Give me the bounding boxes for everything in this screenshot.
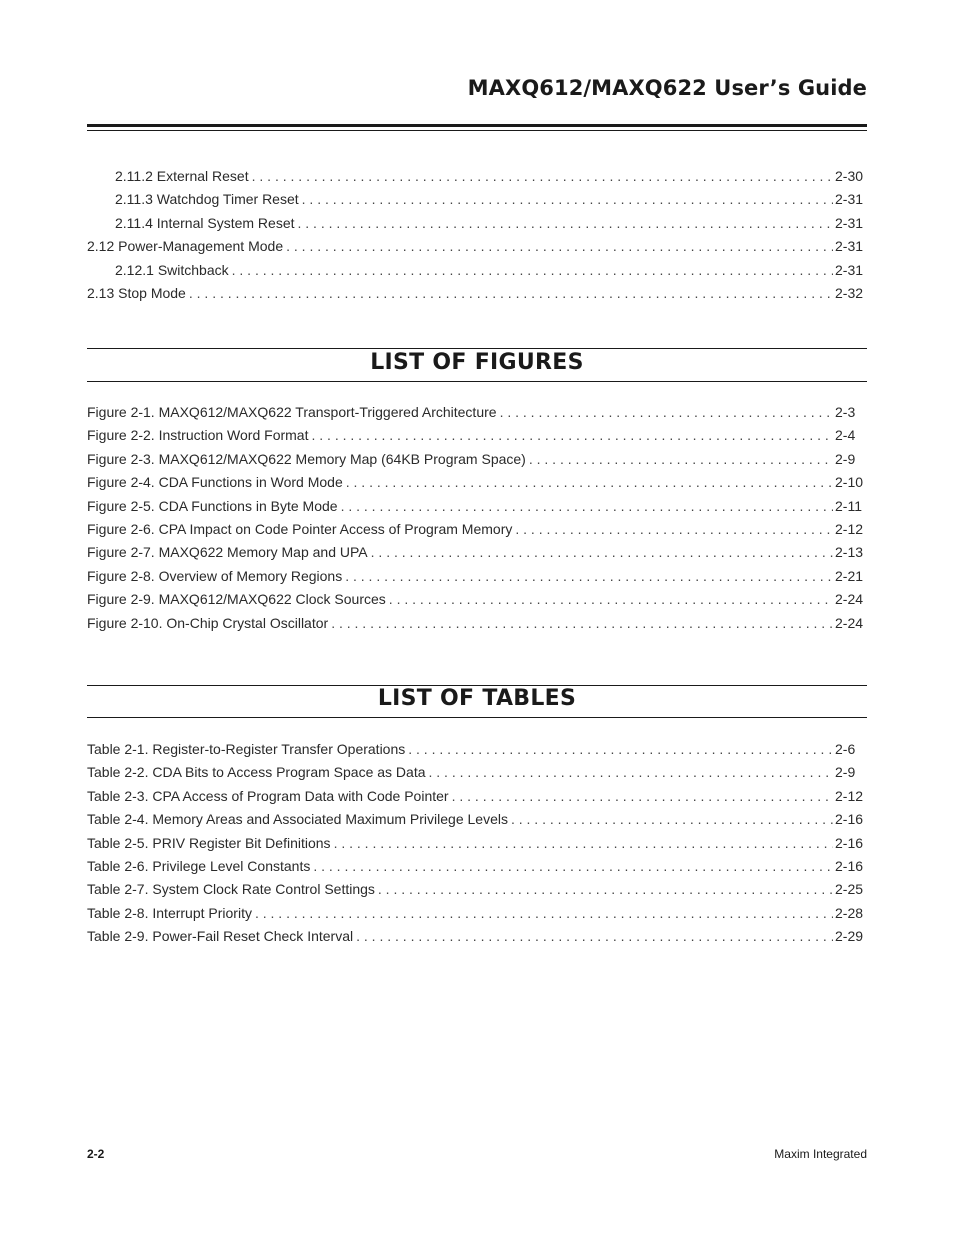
table-entry-text: Table 2-3. CPA Access of Program Data with Code Pointer [87,787,449,804]
table-entry-text: Table 2-7. System Clock Rate Control Settings [87,881,375,898]
contents-list [87,165,867,305]
dot-leader [429,761,834,784]
dot-leader [389,588,833,611]
dot-leader [189,282,833,305]
toc-entry-text: 2.11.4 Internal System Reset [115,214,295,231]
dot-leader [302,188,833,211]
dot-leader [452,785,833,808]
table-entry-page: 2-28 [835,904,864,921]
figure-entry[interactable] [87,448,867,471]
figure-entry-page: 2-24 [835,591,864,608]
table-entry[interactable] [87,808,867,831]
figure-entry-page: 2-4 [835,427,856,444]
figure-entry-page: 2-24 [835,614,864,631]
dot-leader [371,541,833,564]
dot-leader [311,424,833,447]
figure-entry-text: Figure 2-6. CPA Impact on Code Pointer Access of Program Memory [87,520,513,537]
figure-entry-text: Figure 2-8. Overview of Memory Regions [87,567,343,584]
figure-entry-page: 2-13 [835,544,864,561]
figure-entry[interactable] [87,588,867,611]
table-entry-page: 2-6 [835,741,856,757]
figure-entry[interactable] [87,518,867,541]
toc-entry-page: 2-30 [835,168,864,184]
dot-leader [298,212,834,235]
table-entry-text: Table 2-5. PRIV Register Bit Definitions [87,834,331,851]
dot-leader [334,832,833,855]
toc-entry[interactable] [87,282,867,305]
header-rule-top [87,124,867,127]
table-entry-page: 2-29 [835,928,864,945]
figure-entry[interactable] [87,471,867,494]
toc-entry[interactable] [87,212,867,235]
dot-leader [252,165,833,188]
figures-list [87,401,867,635]
figure-entry-text: Figure 2-9. MAXQ612/MAXQ622 Clock Sources [87,591,386,608]
figure-entry-text: Figure 2-10. On-Chip Crystal Oscillator [87,614,329,631]
table-entry-text: Table 2-6. Privilege Level Constants [87,857,311,874]
figure-entry[interactable] [87,541,867,564]
dot-leader [313,855,833,878]
figure-entry[interactable] [87,565,867,588]
toc-entry-page: 2-31 [835,261,864,278]
table-entry-text: Table 2-9. Power-Fail Reset Check Interval [87,928,354,945]
dot-leader [341,495,833,518]
figure-entry-page: 2-10 [835,474,864,491]
dot-leader [515,518,833,541]
toc-entry-text: 2.11.2 External Reset [115,168,249,184]
figure-entry-text: Figure 2-3. MAXQ612/MAXQ622 Memory Map (64KB Program Space) [87,450,526,467]
dot-leader [408,738,833,761]
toc-entry[interactable] [87,165,867,188]
figures-heading-rule-bottom [87,381,867,382]
table-entry[interactable] [87,878,867,901]
tables-list [87,738,867,949]
figure-entry[interactable] [87,612,867,635]
toc-entry-page: 2-31 [835,191,864,208]
figure-entry-text: Figure 2-7. MAXQ622 Memory Map and UPA [87,544,368,561]
document-title: MAXQ612/MAXQ622 User’s Guide [467,76,867,100]
dot-leader [286,235,833,258]
toc-entry-page: 2-31 [835,238,864,255]
table-entry[interactable] [87,832,867,855]
figure-entry[interactable] [87,495,867,518]
dot-leader [232,259,833,282]
toc-entry[interactable] [87,235,867,258]
toc-entry-page: 2-31 [835,214,864,231]
table-entry-page: 2-16 [835,857,864,874]
footer-company: Maxim Integrated [774,1147,867,1161]
figure-entry-text: Figure 2-1. MAXQ612/MAXQ622 Transport-Triggered Architecture [87,404,497,420]
table-entry[interactable] [87,738,867,761]
footer-page-number: 2-2 [87,1147,105,1161]
table-entry[interactable] [87,855,867,878]
figure-entry-page: 2-11 [835,497,862,514]
dot-leader [345,565,833,588]
dot-leader [378,878,833,901]
figure-entry-page: 2-12 [835,520,864,537]
table-entry[interactable] [87,902,867,925]
table-entry[interactable] [87,925,867,948]
table-entry[interactable] [87,761,867,784]
toc-entry-page: 2-32 [835,284,864,301]
table-entry-text: Table 2-8. Interrupt Priority [87,904,252,921]
table-entry-page: 2-12 [835,787,864,804]
dot-leader [346,471,833,494]
figure-entry[interactable] [87,424,867,447]
figures-heading: LIST OF FIGURES [370,350,584,375]
figure-entry-text: Figure 2-2. Instruction Word Format [87,427,309,444]
figure-entry-page: 2-3 [835,404,856,420]
table-entry-page: 2-16 [835,834,864,851]
figure-entry[interactable] [87,401,867,424]
figure-entry-page: 2-21 [835,567,864,584]
toc-entry[interactable] [87,259,867,282]
table-entry-text: Table 2-2. CDA Bits to Access Program Space as Data [87,764,426,781]
figure-entry-page: 2-9 [835,450,856,467]
figure-entry-text: Figure 2-4. CDA Functions in Word Mode [87,474,343,491]
dot-leader [331,612,833,635]
toc-entry-text: 2.12.1 Switchback [115,261,229,278]
dot-leader [511,808,833,831]
dot-leader [529,448,833,471]
toc-entry-text: 2.12 Power-Management Mode [87,238,284,255]
dot-leader [500,401,833,424]
table-entry-text: Table 2-4. Memory Areas and Associated Maximum Privilege Levels [87,811,508,828]
dot-leader [255,902,833,925]
table-entry-text: Table 2-1. Register-to-Register Transfer Operations [87,741,406,757]
toc-entry-text: 2.11.3 Watchdog Timer Reset [115,191,299,208]
figures-heading-rule-top [87,348,867,349]
toc-entry[interactable] [87,188,867,211]
table-entry[interactable] [87,785,867,808]
dot-leader [356,925,833,948]
tables-heading: LIST OF TABLES [377,686,577,711]
table-entry-page: 2-9 [835,764,856,781]
header-rule-bottom [87,130,867,131]
figure-entry-text: Figure 2-5. CDA Functions in Byte Mode [87,497,338,514]
toc-entry-text: 2.13 Stop Mode [87,284,186,301]
table-entry-page: 2-25 [835,881,864,898]
tables-heading-rule-bottom [87,717,867,718]
table-entry-page: 2-16 [835,811,864,828]
